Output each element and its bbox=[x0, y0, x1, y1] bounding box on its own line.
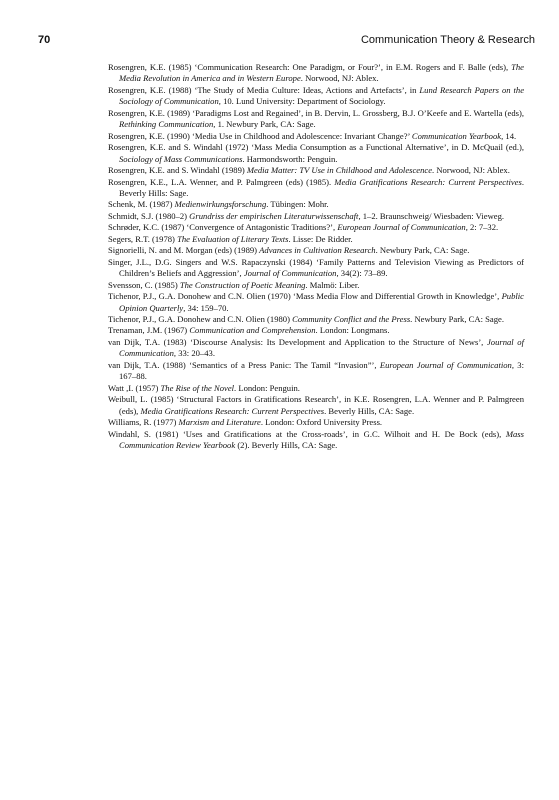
reference-title: The Media Revolution in America and in Western Europe bbox=[119, 62, 524, 84]
reference-title: European Journal of Communication bbox=[337, 222, 466, 233]
reference-details: , 1–2. Braunschweig/ Wiesbaden: Vieweg. bbox=[358, 210, 505, 221]
reference-title: Media Matter: TV Use in Childhood and Adolescence bbox=[246, 165, 433, 176]
reference-title: Community Conflict and the Press bbox=[292, 313, 411, 324]
reference-details: . Norwood, NJ: Ablex. bbox=[300, 73, 379, 84]
reference-entry bbox=[108, 257, 524, 280]
reference-entry bbox=[108, 142, 524, 165]
reference-title: Marxism and Literature bbox=[178, 417, 261, 428]
reference-details: . Tübingen: Mohr. bbox=[266, 199, 329, 210]
reference-text: Svensson, C. (1985) bbox=[108, 279, 180, 290]
reference-title: Public Opinion Quarterly bbox=[119, 291, 524, 313]
reference-title: Mass Communication Review Yearbook bbox=[119, 428, 524, 450]
reference-entry bbox=[108, 429, 524, 452]
reference-text: Singer, J.L., D.G. Singers and W.S. Rapaczynski (1984) ‘Family Patterns and Television Viewing as Predictors of Children’s Beliefs and Aggression’, bbox=[108, 256, 524, 279]
reference-details: , 34: 159–70. bbox=[183, 302, 229, 313]
reference-title: The Construction of Poetic Meaning bbox=[179, 279, 306, 290]
reference-details: , 1. Newbury Park, CA: Sage. bbox=[213, 119, 316, 130]
reference-text: Watt ,I. (1957) bbox=[108, 382, 161, 393]
page-number: 70 bbox=[38, 34, 51, 46]
reference-title: Journal of Communication bbox=[243, 268, 337, 279]
reference-entry bbox=[108, 383, 524, 394]
reference-text: Rosengren, K.E. (1988) ‘The Study of Media Culture: Ideas, Actions and Artefacts’, in bbox=[108, 84, 420, 95]
reference-entry bbox=[108, 280, 524, 291]
reference-details: , 34(2): 73–89. bbox=[336, 268, 388, 279]
reference-text: van Dijk, T.A. (1988) ‘Semantics of a Press Panic: The Tamil “Invasion”’, bbox=[108, 359, 380, 370]
reference-entry bbox=[108, 325, 524, 336]
reference-title: Journal of Communication bbox=[119, 336, 524, 359]
reference-details: , 2: 7–32. bbox=[465, 222, 499, 233]
reference-details: . London: Penguin. bbox=[234, 382, 300, 393]
reference-details: (2). Beverly Hills, CA: Sage. bbox=[235, 439, 338, 450]
reference-title: The Rise of the Novel bbox=[160, 382, 235, 393]
running-title: Communication Theory & Research bbox=[360, 34, 535, 46]
reference-details: , 3: 167–88. bbox=[119, 359, 524, 382]
reference-title: Rethinking Communication bbox=[119, 119, 214, 130]
reference-details: . Newbury Park, CA: Sage. bbox=[410, 313, 504, 324]
reference-title: Advances in Cultivation Research bbox=[259, 245, 376, 256]
reference-text: Rosengren, K.E. and S. Windahl (1989) bbox=[108, 165, 247, 176]
reference-entry bbox=[108, 131, 524, 142]
reference-text: van Dijk, T.A. (1983) ‘Discourse Analysis: Its Development and Application to the Structure of News’, bbox=[108, 336, 487, 347]
reference-title: Sociology of Mass Communications bbox=[119, 153, 243, 164]
reference-entry bbox=[108, 291, 524, 314]
reference-title: Media Gratifications Research: Current Perspectives bbox=[140, 405, 325, 416]
reference-entry bbox=[108, 62, 524, 85]
reference-text: Rosengren, K.E. (1985) ‘Communication Research: One Paradigm, or Four?’, in E.M. Rogers and F. Balle (eds), bbox=[108, 62, 512, 72]
reference-entry bbox=[108, 337, 524, 360]
reference-entry bbox=[108, 165, 524, 176]
reference-entry bbox=[108, 222, 524, 233]
reference-text: Signorielli, N. and M. Morgan (eds) (1989) bbox=[108, 245, 260, 256]
reference-text: Tichenor, P.J., G.A. Donohew and C.N. Olien (1970) ‘Mass Media Flow and Differential Growth in Knowledge’, bbox=[108, 291, 502, 302]
reference-title: The Evaluation of Literary Texts bbox=[177, 233, 289, 244]
reference-text: Tichenor, P.J., G.A. Donohew and C.N. Olien (1980) bbox=[108, 313, 293, 324]
reference-details: . Norwood, NJ: Ablex. bbox=[432, 165, 510, 176]
reference-details: , 33: 20–43. bbox=[173, 348, 215, 359]
reference-title: Grundriss der empirischen Literaturwissenschaft bbox=[189, 210, 359, 221]
reference-text: Trenaman, J.M. (1967) bbox=[108, 325, 190, 336]
reference-text: Schmidt, S.J. (1980–2) bbox=[108, 210, 190, 221]
reference-details: , 10. Lund University: Department of Sociology. bbox=[218, 96, 386, 107]
reference-entry bbox=[108, 85, 524, 108]
reference-entry bbox=[108, 245, 524, 256]
reference-text: Segers, R.T. (1978) bbox=[108, 233, 178, 244]
reference-text: Schrøder, K.C. (1987) ‘Convergence of Antagonistic Traditions?’, bbox=[108, 222, 338, 233]
reference-details: . Malmö: Liber. bbox=[305, 279, 360, 290]
reference-entry bbox=[108, 234, 524, 245]
reference-title: Lund Research Papers on the Sociology of Communication bbox=[119, 84, 525, 107]
reference-entry bbox=[108, 314, 524, 325]
reference-details: . London: Oxford University Press. bbox=[260, 417, 383, 428]
reference-entry bbox=[108, 199, 524, 210]
reference-entry bbox=[108, 211, 524, 222]
reference-entry bbox=[108, 417, 524, 428]
reference-details: . Newbury Park, CA: Sage. bbox=[375, 245, 470, 256]
reference-text: Weibull, L. (1985) ‘Structural Factors in Gratifications Research’, in K.E. Rosengren, L.A. Wenner and P. Palmgreen (eds), bbox=[108, 394, 524, 416]
reference-details: . Beverly Hills, CA: Sage. bbox=[324, 405, 415, 416]
reference-text: Rosengren, K.E., L.A. Wenner, and P. Palmgreen (eds) (1985). bbox=[108, 176, 335, 187]
reference-details: . London: Longmans. bbox=[315, 325, 390, 336]
reference-text: Rosengren, K.E. (1989) ‘Paradigms Lost and Regained’, in B. Dervin, L. Grossberg, B.J. O’Keefe and E. Wartella (eds), bbox=[108, 107, 524, 118]
reference-entry bbox=[108, 394, 524, 417]
reference-entry bbox=[108, 108, 524, 131]
reference-text: Rosengren, K.E. and S. Windahl (1972) ‘Mass Media Consumption as a Functional Alternative’, in D. McQuail (ed.), bbox=[108, 142, 524, 153]
reference-details: . Lisse: De Ridder. bbox=[288, 233, 353, 244]
reference-list bbox=[108, 62, 524, 451]
reference-title: Medienwirkungsforschung bbox=[174, 199, 267, 210]
reference-details: . Harmondsworth: Penguin. bbox=[242, 153, 338, 164]
reference-entry bbox=[108, 360, 524, 383]
reference-text: Windahl, S. (1981) ‘Uses and Gratifications at the Cross-roads’, in G.C. Wilhoit and H. De Bock (eds), bbox=[108, 428, 506, 439]
reference-text: Williams, R. (1977) bbox=[108, 417, 179, 428]
page-header bbox=[38, 34, 535, 48]
reference-title: European Journal of Communication bbox=[379, 359, 512, 370]
reference-details: . Beverly Hills: Sage. bbox=[119, 176, 524, 198]
reference-text: Rosengren, K.E. (1990) ‘Media Use in Childhood and Adolescence: Invariant Change?’ bbox=[108, 130, 412, 141]
reference-title: Communication and Comprehension bbox=[189, 325, 316, 336]
reference-details: , 14. bbox=[501, 130, 517, 141]
reference-entry bbox=[108, 177, 524, 200]
reference-title: Media Gratifications Research: Current Perspectives bbox=[334, 176, 522, 187]
reference-text: Schenk, M. (1987) bbox=[108, 199, 175, 210]
reference-title: Communication Yearbook bbox=[411, 130, 502, 141]
